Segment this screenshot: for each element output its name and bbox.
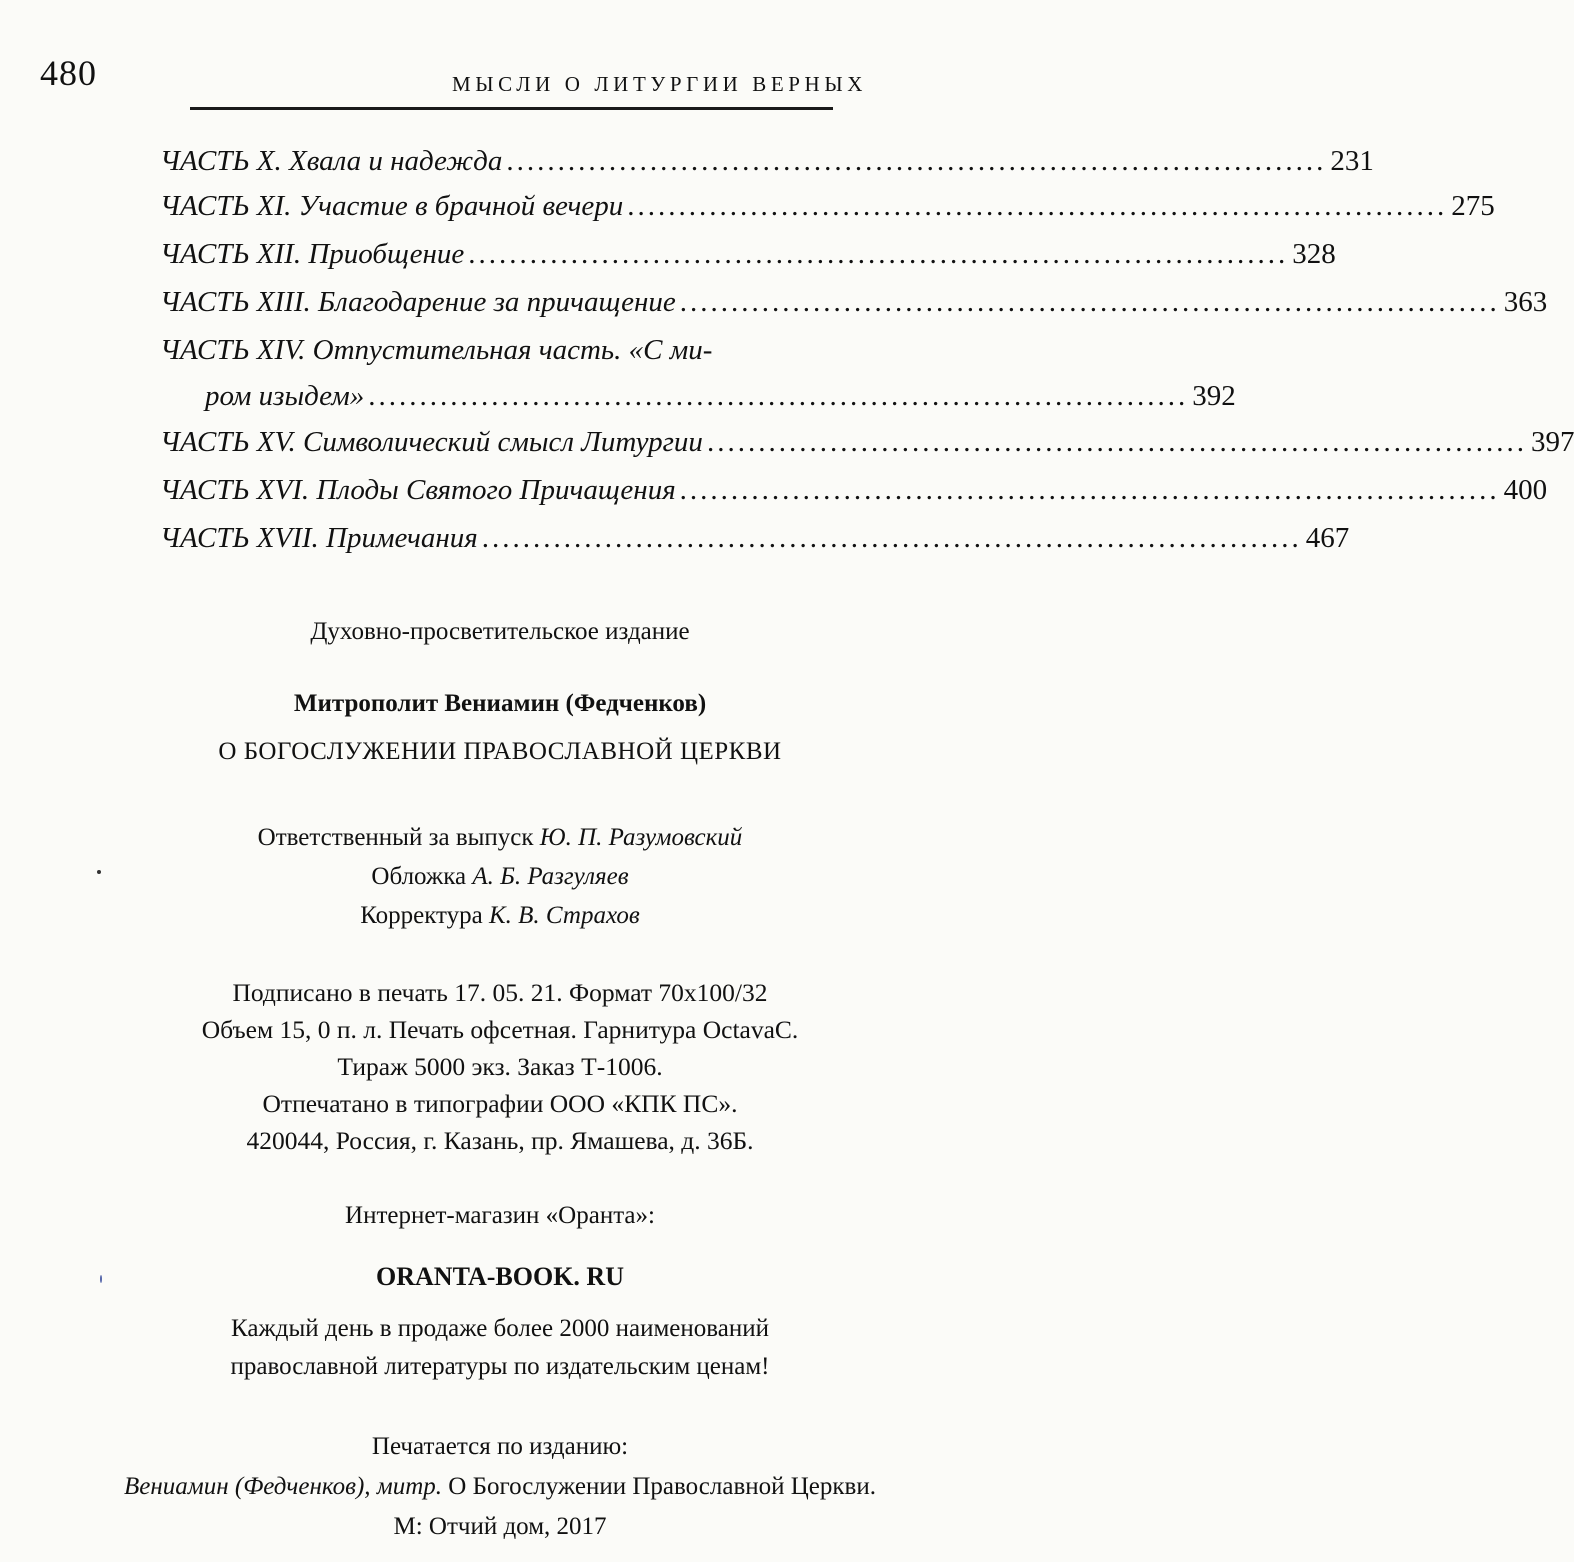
page-number: 480 (40, 53, 97, 93)
table-of-contents (160, 140, 1574, 562)
toc-title: ЧАСТЬ XV. Символический смысл Литургии (160, 426, 703, 458)
credit-line (0, 896, 1000, 935)
print-detail: 420044, Россия, г. Казань, пр. Ямашева, д. 36Б. (246, 1126, 754, 1155)
toc-entry-13 (160, 278, 1548, 326)
print-detail: Тираж 5000 экз. Заказ Т-1006. (337, 1052, 663, 1081)
toc-title: ЧАСТЬ XII. Приобщение (160, 238, 465, 270)
credit-name: Ю. П. Разумовский (539, 824, 743, 851)
toc-entry-17 (160, 514, 1350, 562)
edition-type-text: Духовно-просветительское издание (310, 618, 690, 645)
print-details (0, 974, 1000, 1159)
toc-entry-10 (160, 140, 1374, 182)
toc-entry-14 (160, 326, 1236, 418)
print-detail: Подписано в печать 17. 05. 21. Формат 70x100/32 (232, 978, 768, 1007)
author (0, 690, 1000, 718)
shop-label (0, 1202, 1000, 1230)
toc-page: 363 (1503, 286, 1548, 318)
toc-leader: ................................................................................ (706, 426, 1527, 458)
toc-entry-12 (160, 230, 1336, 278)
running-title: МЫСЛИ О ЛИТУРГИИ ВЕРНЫХ (452, 72, 868, 96)
toc-leader: ................................................................................ (368, 380, 1189, 412)
credit-line (0, 857, 1000, 896)
toc-title: ЧАСТЬ XVII. Примечания (160, 522, 478, 554)
toc-page: 397 (1530, 426, 1574, 458)
promo-line: православной литературы по издательским ценам! (230, 1353, 770, 1380)
toc-title-line1: ЧАСТЬ XIV. Отпустительная часть. «С ми- (160, 334, 713, 366)
toc-title: ЧАСТЬ X. Хвала и надежда (160, 145, 503, 177)
source-citation (0, 1467, 1000, 1507)
credits (0, 818, 1000, 935)
shop-label-text: Интернет-магазин «Оранта»: (345, 1202, 655, 1229)
source-publisher: М: Отчий дом, 2017 (393, 1513, 607, 1540)
toc-page: 392 (1192, 380, 1236, 412)
credit-line (0, 818, 1000, 857)
toc-title: ЧАСТЬ XIII. Благодарение за причащение (160, 286, 676, 318)
shop-url-text[interactable]: ORANTA-BOOK. RU (376, 1262, 624, 1291)
print-speck (97, 870, 101, 874)
header-rule (190, 107, 833, 110)
toc-entry-15 (160, 418, 1574, 466)
toc-page: 467 (1305, 522, 1350, 554)
shop-url[interactable] (0, 1262, 1000, 1292)
source-title: О Богослужении Православной Церкви. (448, 1473, 876, 1500)
toc-page: 328 (1292, 238, 1336, 270)
print-speck (100, 1275, 102, 1283)
toc-page: 400 (1503, 474, 1548, 506)
toc-entry-11 (160, 182, 1495, 230)
toc-title: ЧАСТЬ XI. Участие в брачной вечери (160, 190, 624, 222)
toc-title-line2: ром изыдем» (205, 380, 365, 412)
toc-entry-16 (160, 466, 1548, 514)
book-title (0, 738, 1000, 766)
promo-line: Каждый день в продаже более 2000 наименований (231, 1315, 769, 1342)
toc-leader: ................................................................................ (627, 190, 1448, 222)
toc-leader: ................................................................................ (468, 238, 1289, 270)
author-text: Митрополит Вениамин (Федченков) (293, 690, 707, 717)
credit-name: К. В. Страхов (489, 902, 640, 929)
toc-leader: ................................................................................ (506, 145, 1327, 177)
print-detail: Объем 15, 0 п. л. Печать офсетная. Гарнитура OctavaC. (201, 1015, 799, 1044)
promo (0, 1310, 1000, 1386)
toc-page: 275 (1451, 190, 1495, 222)
print-detail: Отпечатано в типографии ООО «КПК ПС». (262, 1089, 738, 1118)
credit-role: Обложка (371, 863, 467, 890)
source (0, 1427, 1000, 1547)
edition-type (0, 618, 1000, 646)
toc-title: ЧАСТЬ XVI. Плоды Святого Причащения (160, 474, 676, 506)
toc-leader: ................................................................................ (679, 474, 1500, 506)
source-author: Вениамин (Федченков), митр. (124, 1473, 443, 1500)
toc-page: 231 (1330, 145, 1374, 177)
source-label: Печатается по изданию: (371, 1433, 629, 1460)
credit-name: А. Б. Разгуляев (472, 863, 629, 890)
book-title-text: О БОГОСЛУЖЕНИИ ПРАВОСЛАВНОЙ ЦЕРКВИ (218, 738, 782, 765)
toc-leader: ................................................................................ (481, 522, 1302, 554)
credit-role: Ответственный за выпуск (257, 824, 534, 851)
credit-role: Корректура (360, 902, 483, 929)
toc-leader: ................................................................................ (679, 286, 1500, 318)
